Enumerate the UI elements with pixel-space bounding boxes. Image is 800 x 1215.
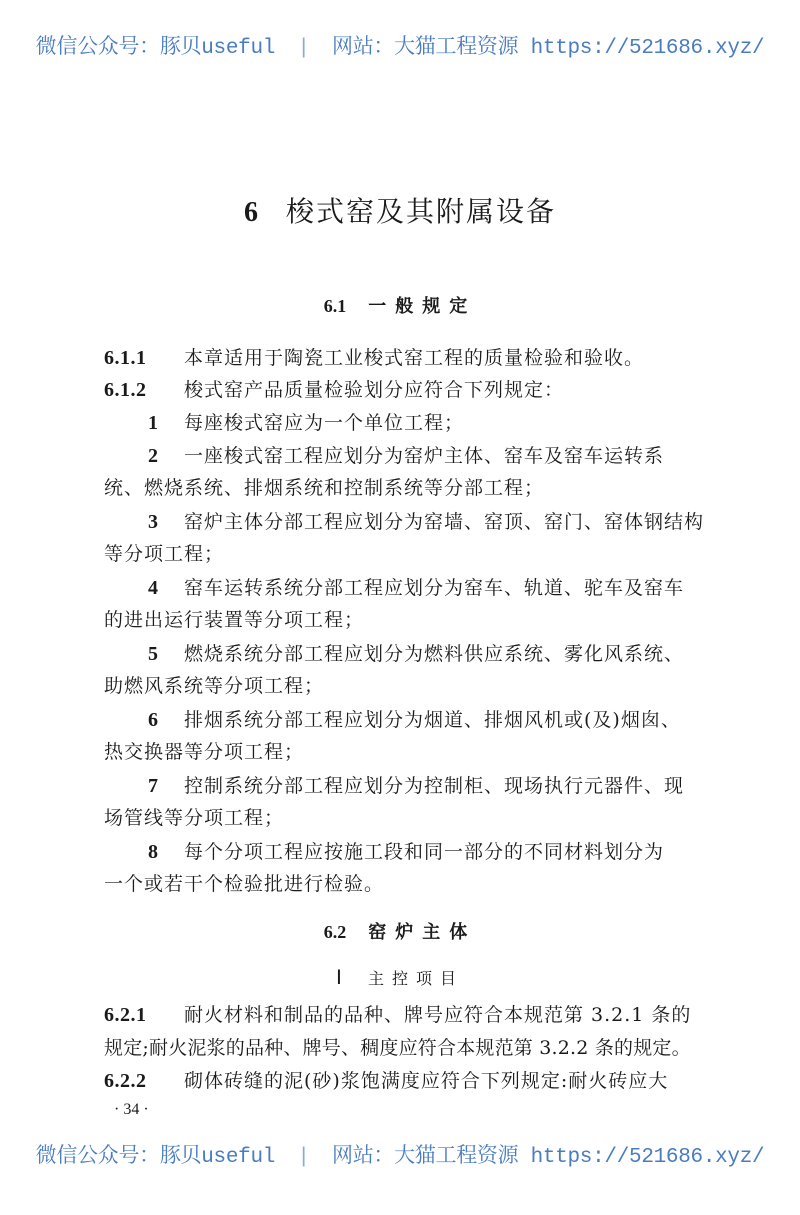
- chapter-number: 6: [243, 197, 260, 228]
- list-item-8: [148, 837, 664, 864]
- section-title-text: 窑炉主体: [368, 922, 477, 943]
- item-text: 窑车运转系统分部工程应划分为窑车、轨道、驼车及窑车: [184, 577, 685, 599]
- watermark-separator: |: [297, 37, 310, 60]
- section-title-6-2: [0, 918, 800, 944]
- item-number: 3: [148, 511, 159, 533]
- item-text: 每个分项工程应按施工段和同一部分的不同材料划分为: [184, 841, 665, 863]
- chapter-title: [0, 190, 800, 230]
- clause-6-1-1: [104, 343, 644, 370]
- list-item-2-continuation: 统、燃烧系统、排烟系统和控制系统等分部工程；: [104, 477, 545, 499]
- list-item-6: [148, 705, 681, 732]
- clause-6-2-1: [104, 1000, 691, 1027]
- watermark-website: 网站：大猫工程资源 https://521686.xyz/: [332, 37, 765, 60]
- watermark-header: [0, 30, 800, 60]
- clause-6-1-2: [104, 375, 564, 402]
- watermark-website: 网站：大猫工程资源 https://521686.xyz/: [332, 1146, 765, 1169]
- item-text: 窑炉主体分部工程应划分为窑墙、窑顶、窑门、窑体钢结构: [184, 511, 705, 533]
- list-item-7: [148, 771, 684, 798]
- item-number: 6: [148, 709, 159, 731]
- chapter-title-text: 梭式窑及其附属设备: [285, 195, 556, 228]
- item-number: 5: [148, 643, 159, 665]
- item-text: 控制系统分部工程应划分为控制柜、现场执行元器件、现: [184, 775, 685, 797]
- page-number: · 34 ·: [114, 1101, 149, 1118]
- list-item-7-continuation: 场管线等分项工程；: [104, 807, 285, 829]
- section-title-6-1: [0, 292, 800, 318]
- clause-number: 6.2.2: [104, 1070, 147, 1092]
- list-item-4: [148, 573, 684, 600]
- clause-6-2-1-continuation: 规定;耐火泥浆的品种、牌号、稠度应符合本规范第 3.2.2 条的规定。: [104, 1037, 691, 1059]
- clause-text: 梭式窑产品质量检验划分应符合下列规定：: [184, 379, 565, 401]
- watermark-wechat: 微信公众号：豚贝useful: [35, 1146, 276, 1169]
- list-item-3: [148, 507, 704, 534]
- watermark-footer: [0, 1139, 800, 1169]
- item-number: 8: [148, 841, 159, 863]
- item-number: 4: [148, 577, 159, 599]
- section-number: 6.1: [323, 296, 347, 316]
- list-item-5: [148, 639, 684, 666]
- clause-text: 本章适用于陶瓷工业梭式窑工程的质量检验和验收。: [184, 347, 645, 369]
- clause-text: 砌体砖缝的泥(砂)浆饱满度应符合下列规定:耐火砖应大: [184, 1070, 669, 1092]
- clause-6-2-2: [104, 1066, 668, 1093]
- item-text: 一座梭式窑工程应划分为窑炉主体、窑车及窑车运转系: [184, 445, 665, 467]
- list-item-4-continuation: 的进出运行装置等分项工程；: [104, 609, 365, 631]
- clause-number: 6.1.2: [104, 379, 147, 401]
- subsection-title: [0, 965, 800, 990]
- watermark-wechat: 微信公众号：豚贝useful: [35, 37, 276, 60]
- watermark-separator: |: [297, 1146, 310, 1169]
- list-item-5-continuation: 助燃风系统等分项工程；: [104, 675, 325, 697]
- subsection-roman: Ⅰ: [336, 967, 350, 989]
- list-item-6-continuation: 热交换器等分项工程；: [104, 741, 305, 763]
- clause-text: 耐火材料和制品的品种、牌号应符合本规范第 3.2.1 条的: [184, 1004, 692, 1026]
- item-text: 燃烧系统分部工程应划分为燃料供应系统、雾化风系统、: [184, 643, 685, 665]
- item-number: 1: [148, 412, 159, 434]
- list-item-8-continuation: 一个或若干个检验批进行检验。: [104, 873, 385, 895]
- clause-number: 6.1.1: [104, 347, 147, 369]
- section-number: 6.2: [323, 922, 347, 942]
- item-number: 7: [148, 775, 159, 797]
- item-text: 每座梭式窑应为一个单位工程；: [184, 412, 465, 434]
- section-title-text: 一般规定: [368, 296, 477, 317]
- subsection-title-text: 主控项目: [367, 969, 464, 988]
- list-item-1: [148, 408, 464, 435]
- item-number: 2: [148, 445, 159, 467]
- item-text: 排烟系统分部工程应划分为烟道、排烟风机或(及)烟囱、: [184, 709, 681, 731]
- list-item-3-continuation: 等分项工程；: [104, 543, 225, 565]
- clause-number: 6.2.1: [104, 1004, 147, 1026]
- list-item-2: [148, 441, 664, 468]
